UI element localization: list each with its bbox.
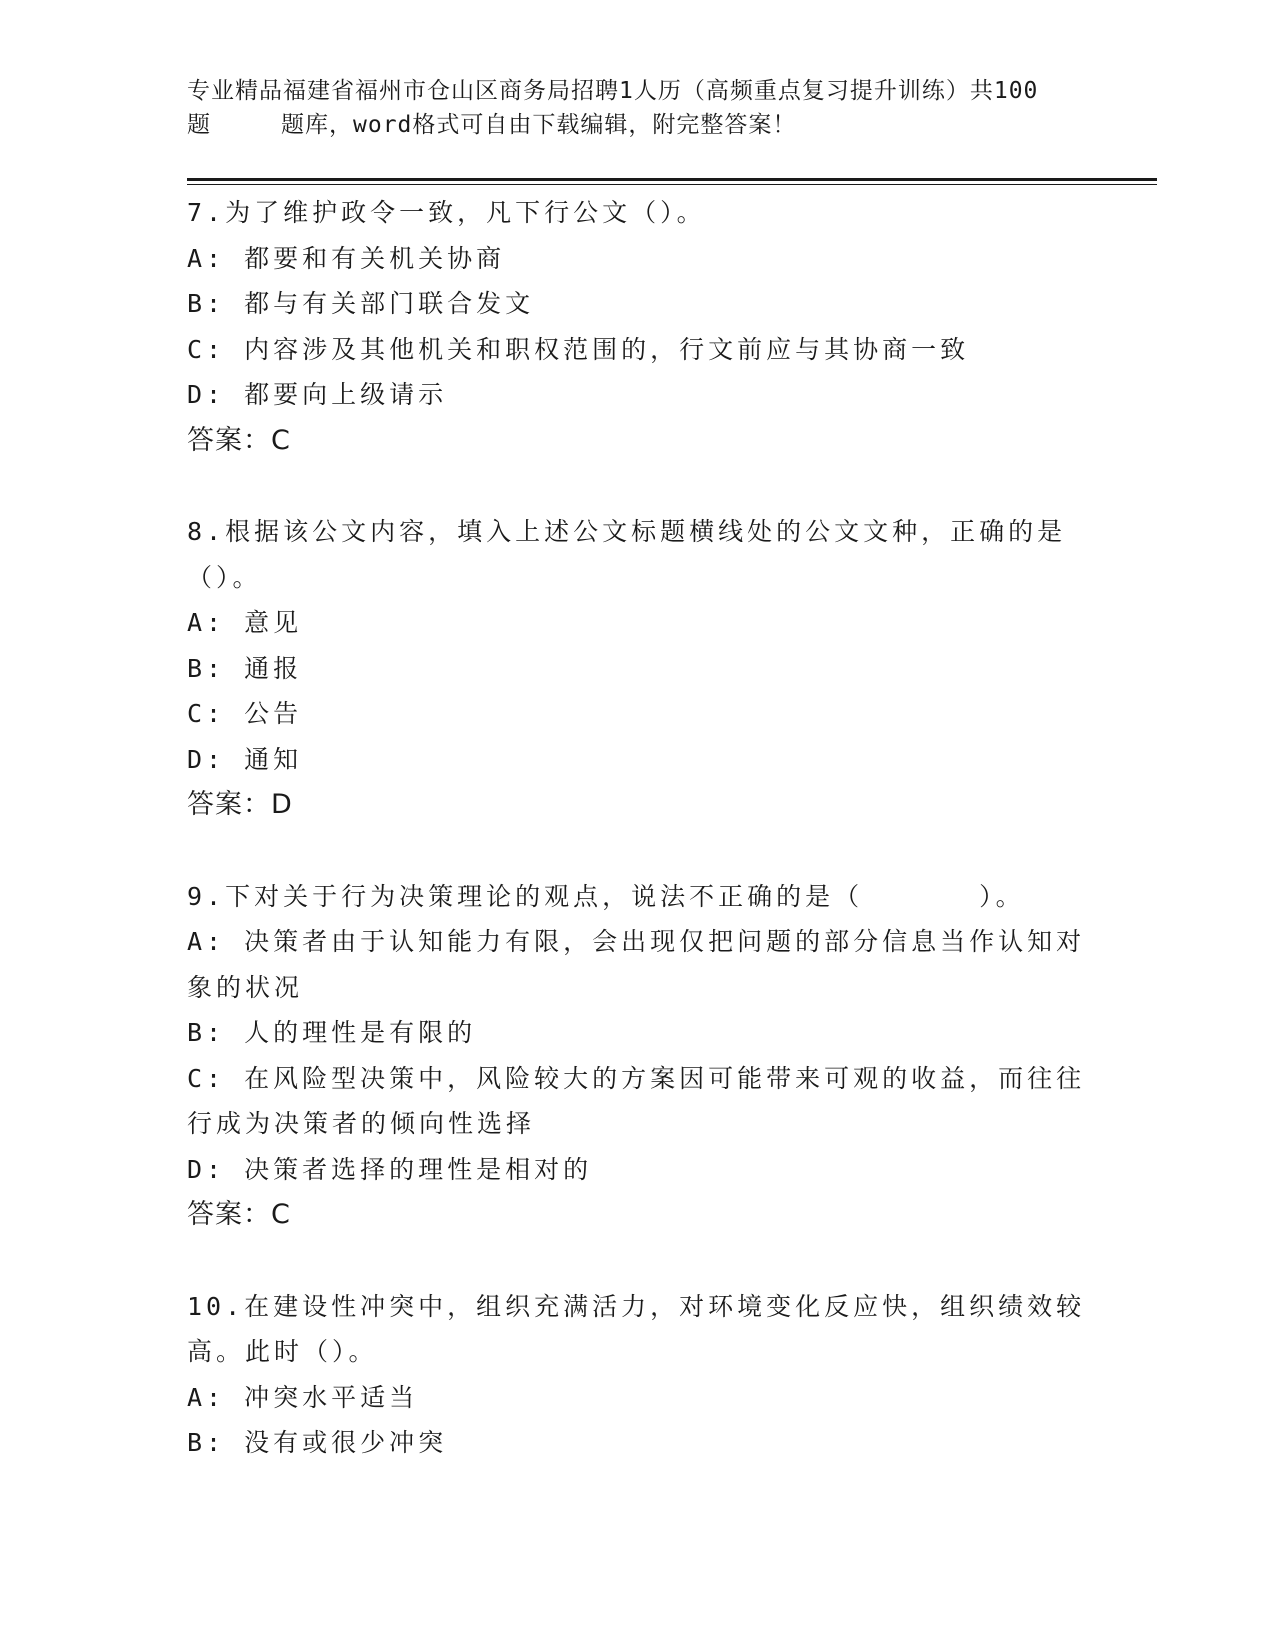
option-a: A: 冲突水平适当: [187, 1382, 419, 1412]
option-a: A: 决策者由于认知能力有限，会出现仅把问题的部分信息当作认知对象的状况: [187, 927, 1086, 1002]
question-9: [187, 874, 1087, 1238]
answer-line: 答案：C: [187, 424, 291, 456]
option-b: B: 人的理性是有限的: [187, 1018, 477, 1047]
header-divider-thick: [187, 178, 1157, 181]
header-title-line: 专业精品福建省福州市仓山区商务局招聘1人历（高频重点复习提升训练）共100: [187, 78, 1039, 104]
header-subtitle-start: 题: [187, 112, 211, 138]
option-c: C: 内容涉及其他机关和职权范围的，行文前应与其协商一致: [187, 334, 970, 364]
option-b: B: 通报: [187, 653, 303, 683]
header-divider-thin: [187, 184, 1157, 185]
option-b: B: 都与有关部门联合发文: [187, 289, 535, 318]
question-list: [187, 190, 1087, 1512]
question-7: [187, 190, 1087, 463]
header-subtitle-rest: 题库，word格式可自由下载编辑，附完整答案！: [281, 112, 797, 138]
answer-line: 答案：C: [187, 1199, 291, 1230]
option-d: D: 通知: [187, 744, 303, 774]
header-subtitle-line: [187, 108, 1087, 142]
option-c: C: 公告: [187, 699, 303, 728]
question-8: [187, 509, 1087, 828]
question-stem: 8.根据该公文内容，填入上述公文标题横线处的公文文种，正确的是（）。: [187, 517, 1067, 592]
option-a: A: 意见: [187, 608, 303, 637]
question-10: [187, 1284, 1087, 1466]
option-d: D: 都要向上级请示: [187, 380, 448, 409]
option-d: D: 决策者选择的理性是相对的: [187, 1154, 593, 1184]
question-stem: 7.为了维护政令一致，凡下行公文（）。: [187, 198, 706, 227]
option-c: C: 在风险型决策中，风险较大的方案因可能带来可观的收益，而往往行成为决策者的倾向性选择: [187, 1063, 1086, 1138]
answer-line: 答案：D: [187, 789, 293, 820]
document-header: [187, 74, 1087, 142]
question-stem: 10.在建设性冲突中，组织充满活力，对环境变化反应快，组织绩效较高。此时（）。: [187, 1291, 1086, 1366]
option-b: B: 没有或很少冲突: [187, 1428, 448, 1457]
question-stem: 9.下对关于行为决策理论的观点，说法不正确的是（ ）。: [187, 881, 1025, 911]
option-a: A: 都要和有关机关协商: [187, 243, 506, 273]
